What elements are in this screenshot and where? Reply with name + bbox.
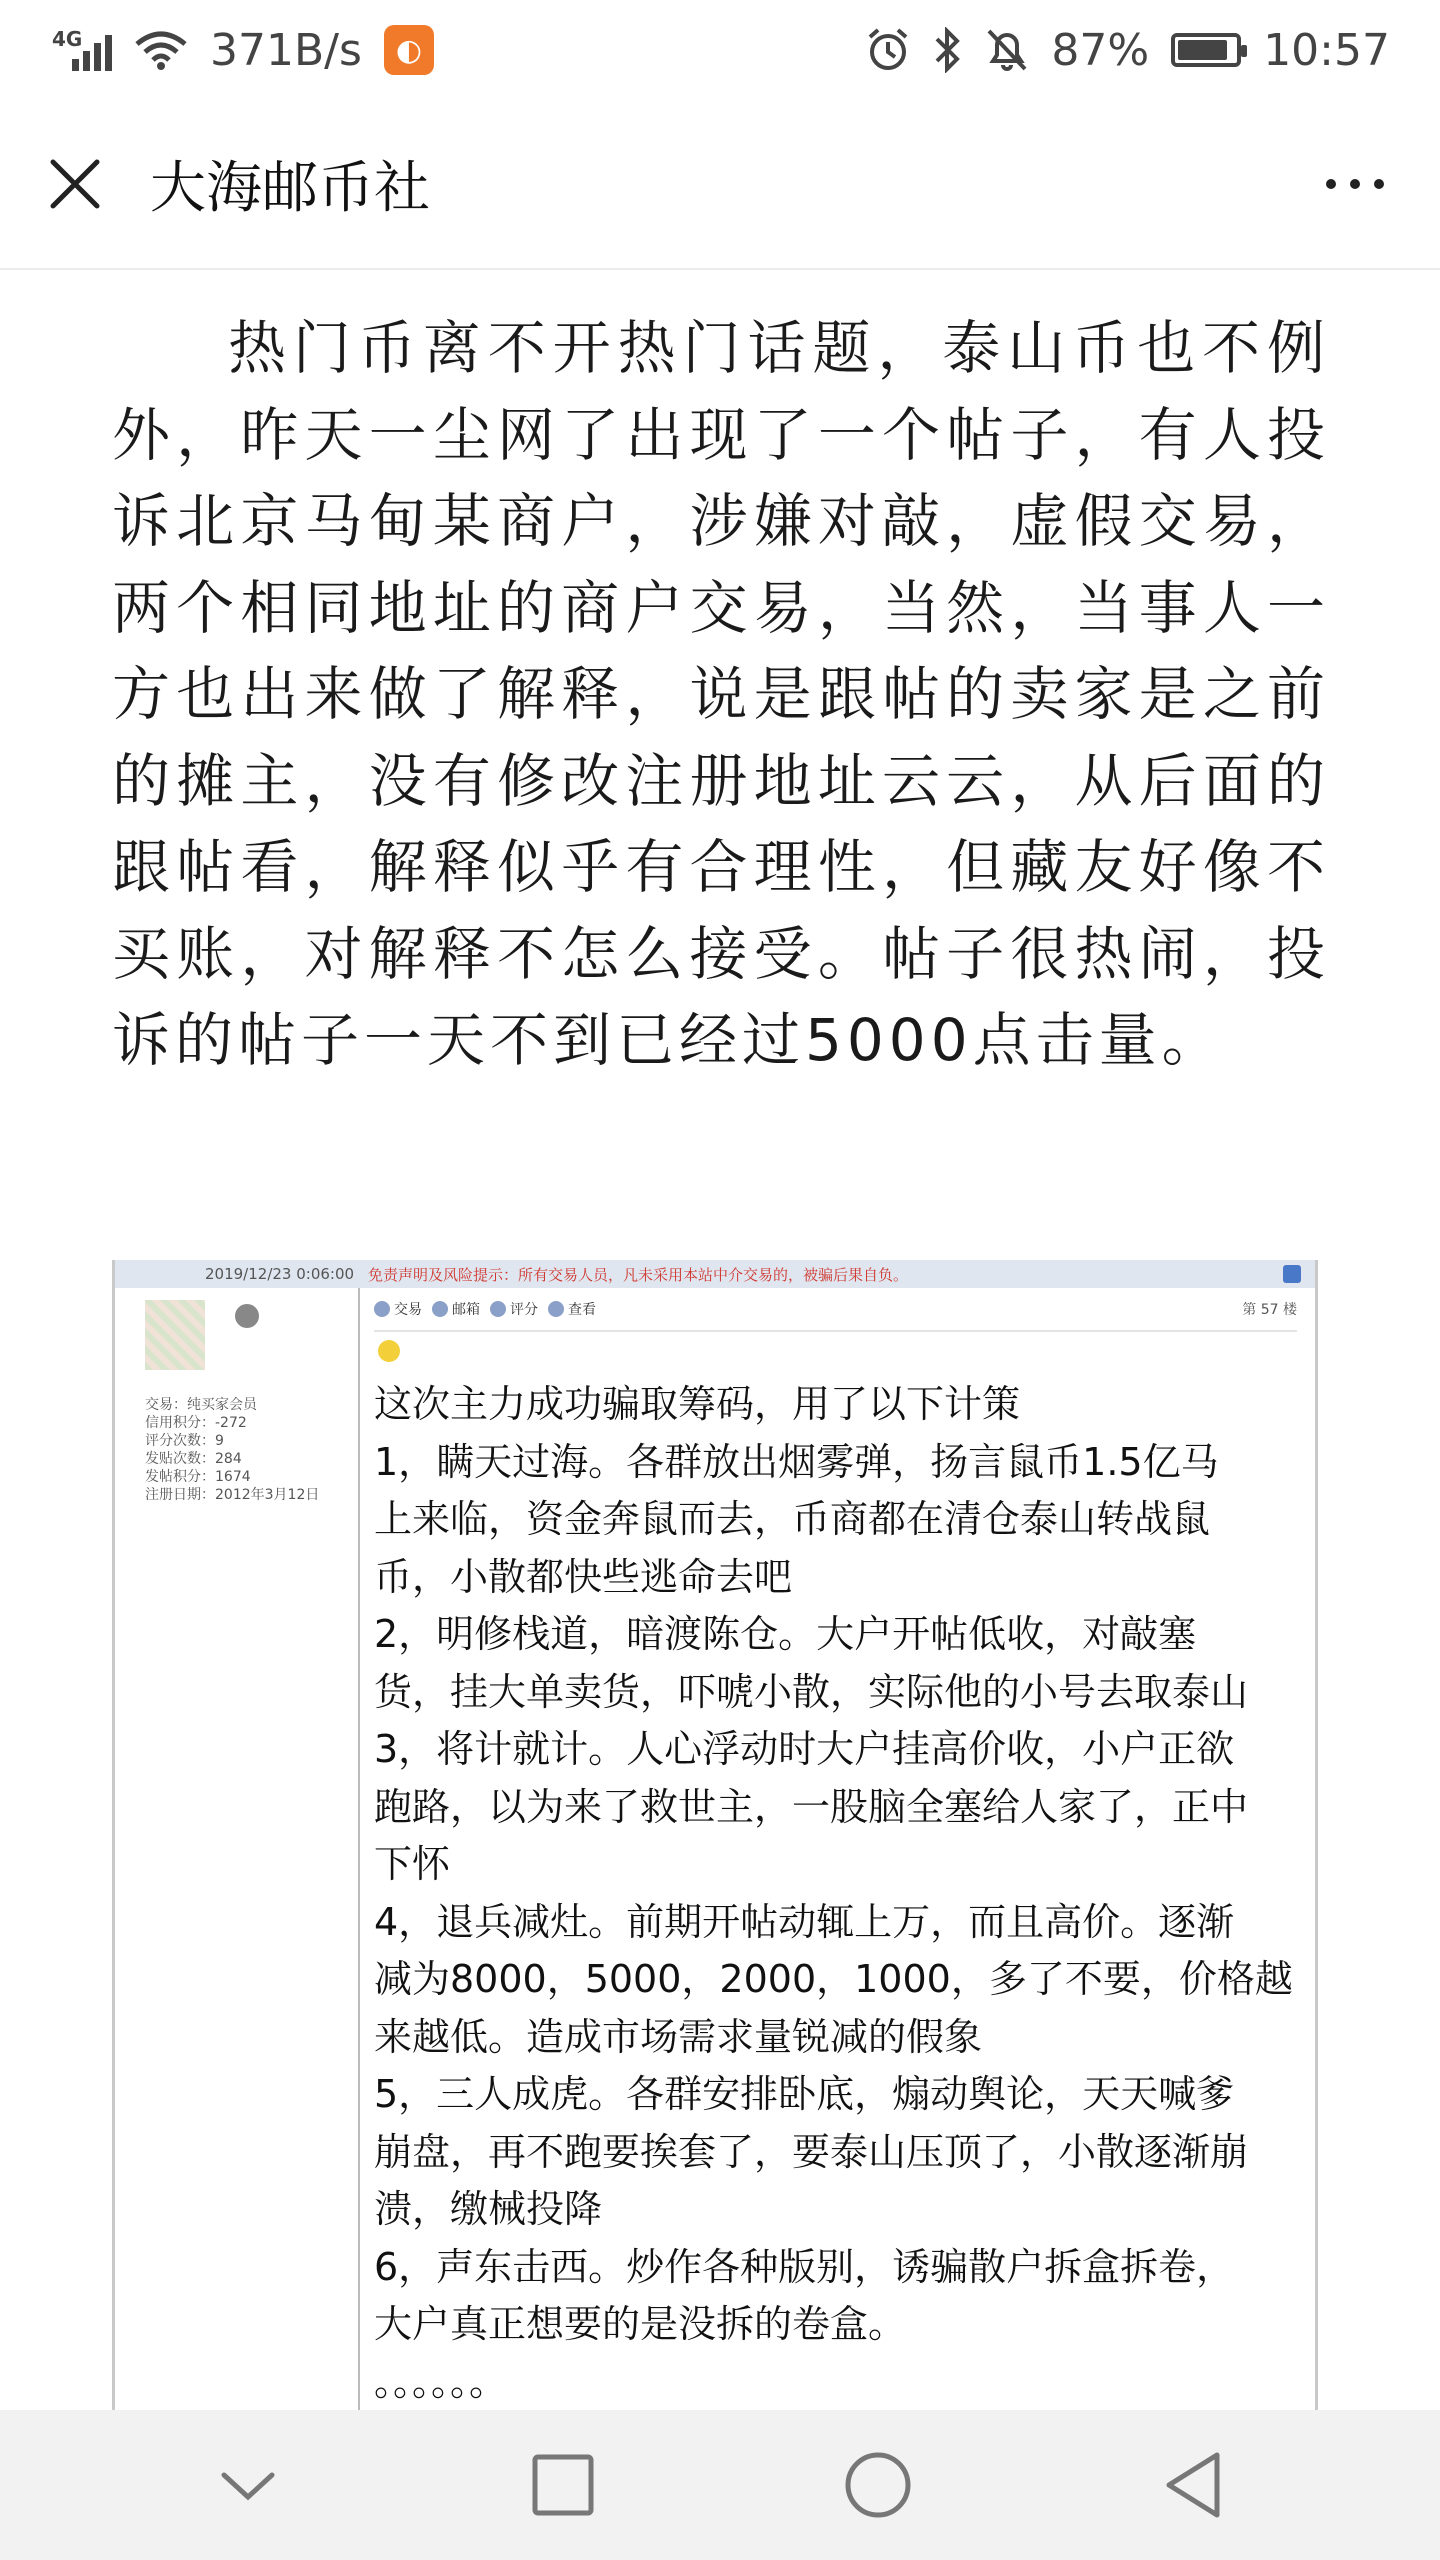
user-badge-icon <box>235 1304 259 1328</box>
forum-header <box>115 1260 1315 1288</box>
post-line: 溃，缴械投降 <box>374 2187 603 2231</box>
clock: 10:57 <box>1263 24 1390 76</box>
top-bar <box>0 100 1440 270</box>
more-dot-icon <box>1326 179 1336 189</box>
post-line: 5，三人成虎。各群安排卧底，煽动舆论，天天喊爹 <box>374 2072 1235 2116</box>
post-line: 3，将计就计。人心浮动时大户挂高价收，小户正欲 <box>374 1727 1235 1771</box>
user-stat-line: 注册日期：2012年3月12日 <box>145 1487 320 1503</box>
uc-browser-icon: ◐ <box>384 25 434 75</box>
post-line: 。。。。。。 <box>374 2359 508 2404</box>
post-line: 货，挂大单卖货，吓唬小散，实际他的小号去取泰山 <box>374 1669 1249 1714</box>
close-button[interactable] <box>40 149 110 219</box>
battery-level <box>1178 40 1227 60</box>
post-line: 上来临，资金奔鼠而去，币商都在清仓泰山转战鼠 <box>374 1497 1211 1541</box>
triangle-back-icon <box>1163 2451 1223 2519</box>
nav-down-button[interactable] <box>203 2440 293 2530</box>
help-icon <box>1283 1265 1301 1283</box>
post-line: 4，退兵减灶。前期开帖动辄上万，而且高价。逐渐 <box>374 1899 1235 1944</box>
wifi-icon <box>134 30 188 70</box>
battery-percent: 87% <box>1051 24 1150 76</box>
signal-icon <box>52 29 112 71</box>
bluetooth-icon <box>933 27 963 73</box>
close-icon <box>47 156 103 212</box>
page-title: 大海邮币社 <box>150 156 430 221</box>
post-line: 来越低。造成市场需求量锐减的假象 <box>374 2014 983 2059</box>
user-info-panel <box>115 1288 360 2410</box>
post-line: 崩盘，再不跑要挨套了，要泰山压顶了，小散逐渐崩 <box>374 2129 1249 2174</box>
post-line: 2，明修栈道，暗渡陈仓。大户开帖低收，对敲塞 <box>374 1612 1197 1656</box>
system-nav-bar <box>0 2410 1440 2560</box>
network-type: 4G <box>52 27 83 51</box>
post-date: 2019/12/23 0:06:00 <box>205 1265 355 1283</box>
article-paragraph: 热门币离不开热门话题，泰山币也不例外，昨天一尘网了出现了一个帖子，有人投诉北京马甸某商户，涉嫌对敲，虚假交易，两个相同地址的商户交易，当然，当事人一方也出来做了解释，说是跟帖的卖家是之前的摊主，没有修改注册地址云云，从后面的跟帖看，解释似乎有合理性，但藏友好像不买账，对解释不怎么接受。帖子很热闹，投诉的帖子一天不到已经过5000点击量。 <box>112 314 1330 1074</box>
battery-icon <box>1171 33 1241 67</box>
trade-link: 交易 <box>374 1299 422 1319</box>
post-line: 1，瞒天过海。各群放出烟雾弹，扬言鼠币1.5亿马 <box>374 1439 1219 1484</box>
status-bar <box>0 0 1440 100</box>
user-stats <box>145 1396 358 1504</box>
post-line: 大户真正想要的是没拆的卷盒。 <box>374 2302 907 2346</box>
status-right <box>865 25 1390 76</box>
square-icon <box>531 2453 595 2517</box>
post-line: 跑路，以为来了救世主，一股脑全塞给人家了，正中 <box>374 1784 1249 1829</box>
more-dot-icon <box>1374 179 1384 189</box>
more-dot-icon <box>1350 179 1360 189</box>
post-line: 下怀 <box>374 1842 451 1886</box>
trade-icon <box>374 1301 390 1317</box>
post-line: 这次主力成功骗取筹码，用了以下计策 <box>374 1382 1021 1426</box>
circle-icon <box>844 2451 912 2519</box>
post-text <box>374 1376 1297 2410</box>
nav-home-button[interactable] <box>833 2440 923 2530</box>
network-speed: 371B/s <box>210 24 362 76</box>
nav-recents-button[interactable] <box>518 2440 608 2530</box>
nav-back-button[interactable] <box>1148 2440 1238 2530</box>
user-stat-line: 发贴次数：284 <box>145 1451 242 1467</box>
rate-icon <box>490 1301 506 1317</box>
mail-link: 邮箱 <box>432 1299 480 1319</box>
user-stat-line: 评分次数：9 <box>145 1433 224 1449</box>
user-stat-line: 信用积分：-272 <box>145 1415 247 1431</box>
post-toolbar <box>374 1288 1297 1332</box>
post-line: 减为8000，5000，2000，1000，多了不要，价格越 <box>374 1957 1293 2001</box>
chevron-down-icon <box>218 2465 278 2505</box>
disclaimer-notice: 免责声明及风险提示：所有交易人员，凡未采用本站中介交易的，被骗后果自负。 <box>368 1265 909 1284</box>
post-line: 币，小散都快些逃命去吧 <box>374 1554 793 1599</box>
view-icon <box>548 1301 564 1317</box>
smiley-icon <box>378 1340 400 1362</box>
avatar <box>145 1300 205 1370</box>
mail-icon <box>432 1301 448 1317</box>
rate-link: 评分 <box>490 1299 538 1319</box>
post-body <box>362 1288 1315 2410</box>
more-button[interactable] <box>1310 149 1400 219</box>
alarm-icon <box>865 27 911 73</box>
user-stat-line: 交易：纯买家会员 <box>145 1397 257 1413</box>
post-line: 6，声东击西。炒作各种版别，诱骗散户拆盒拆卷， <box>374 2244 1235 2289</box>
view-link: 查看 <box>548 1299 596 1319</box>
user-stat-line: 发帖积分：1674 <box>145 1469 251 1485</box>
forum-screenshot <box>112 1260 1318 2410</box>
status-left <box>52 25 434 76</box>
floor-number: 第 57 楼 <box>1242 1302 1297 1318</box>
mute-icon <box>985 27 1029 73</box>
